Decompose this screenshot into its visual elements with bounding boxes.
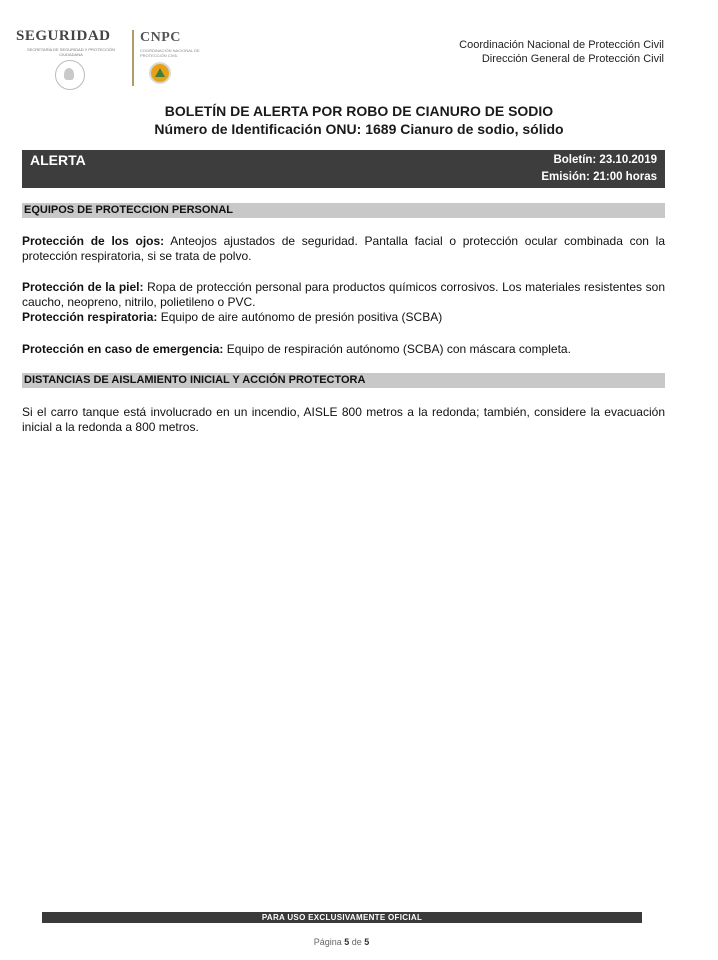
document-title	[0, 102, 718, 138]
alert-meta	[541, 152, 657, 186]
organization-block	[459, 38, 664, 66]
alert-label: ALERTA	[30, 152, 86, 168]
bulletin-date: Boletín: 23.10.2019	[553, 154, 657, 166]
section-header-isolation: DISTANCIAS DE AISLAMIENTO INICIAL Y ACCIÓN PROTECTORA	[22, 373, 665, 388]
cnpc-logo-subtext: COORDINACIÓN NACIONAL DE PROTECCIÓN CIVIL	[140, 48, 200, 58]
cnpc-logo-text: CNPC	[140, 30, 181, 45]
org-line-2: Dirección General de Protección Civil	[481, 53, 664, 65]
national-seal-icon	[55, 60, 85, 90]
section-header-ppe: EQUIPOS DE PROTECCION PERSONAL	[22, 203, 665, 218]
emergency-protection-label: Protección en caso de emergencia:	[22, 342, 224, 356]
skin-protection-text: Ropa de protección personal para productos químicos corrosivos. Los materiales resistentes son caucho, neopreno, nitrilo, polietileno o PVC.	[22, 280, 666, 309]
seguridad-logo-text: SEGURIDAD	[16, 28, 111, 44]
seguridad-logo	[16, 28, 126, 57]
seguridad-logo-subtext: SECRETARÍA DE SEGURIDAD Y PROTECCIÓN CIUDADANA	[26, 47, 116, 57]
respiratory-protection-text: Equipo de aire autónomo de presión positiva (SCBA)	[157, 310, 443, 324]
respiratory-protection-label: Protección respiratoria:	[22, 310, 158, 324]
emergency-protection-text: Equipo de respiración autónomo (SCBA) con máscara completa.	[223, 342, 571, 356]
page-header	[0, 0, 718, 100]
logo-divider	[132, 30, 134, 86]
paragraph-emergency-protection	[22, 342, 665, 357]
title-line-2: Número de Identificación ONU: 1689 Cianuro de sodio, sólido	[154, 121, 564, 137]
eye-protection-label: Protección de los ojos:	[22, 234, 165, 248]
paragraph-eye-protection	[22, 234, 665, 264]
page-current: 5	[344, 937, 350, 947]
title-line-1: BOLETÍN DE ALERTA POR ROBO DE CIANURO DE SODIO	[164, 103, 554, 119]
skin-protection-label: Protección de la piel:	[22, 280, 144, 294]
issue-time: Emisión: 21:00 horas	[541, 171, 657, 183]
paragraph-isolation-distance: Si el carro tanque está involucrado en un incendio, AISLE 800 metros a la redonda; también, considere la evacuación inicial a la redonda a 800 metros.	[22, 405, 665, 434]
page-number	[0, 937, 683, 947]
official-use-banner: PARA USO EXCLUSIVAMENTE OFICIAL	[42, 912, 642, 923]
org-line-1: Coordinación Nacional de Protección Civil	[459, 39, 664, 51]
page-total: 5	[364, 937, 370, 947]
cnpc-logo	[140, 30, 200, 58]
eye-protection-text: Anteojos ajustados de seguridad. Pantalla facial o protección ocular combinada con la protección respiratoria, si se trata de polvo.	[22, 234, 666, 263]
page-prefix: Página	[313, 937, 345, 947]
page-mid: de	[349, 937, 365, 947]
alert-banner	[22, 150, 665, 188]
civil-protection-emblem-icon	[149, 62, 171, 84]
paragraph-skin-protection	[22, 280, 665, 325]
